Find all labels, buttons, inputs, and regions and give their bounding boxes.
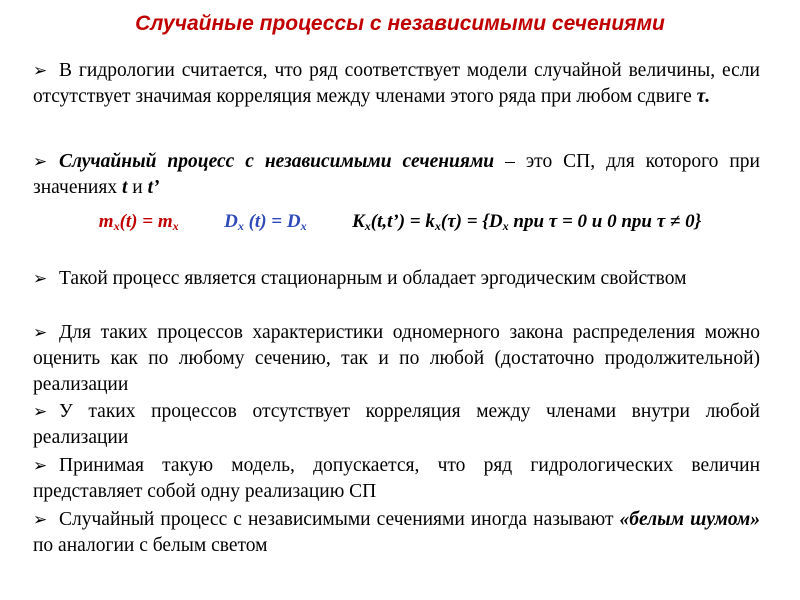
paragraph-model (33, 453, 760, 505)
paragraph-text: Принимая такую модель, допускается, что ряд гидрологических величин представляет собой одну реализацию СП (33, 455, 760, 502)
arrowhead-bullet-icon: ➢ (33, 269, 48, 288)
paragraph-no-correlation (33, 399, 760, 451)
paragraph-characteristics (33, 320, 760, 398)
tau-symbol: τ. (696, 86, 711, 107)
slide-title: Случайные процессы с независимыми сечениями (135, 12, 665, 35)
arrowhead-bullet-icon: ➢ (33, 61, 48, 80)
definition-text: – это СП, для которого при значениях (33, 151, 760, 198)
arrowhead-bullet-icon: ➢ (33, 152, 48, 171)
arrowhead-bullet-icon: ➢ (33, 456, 48, 475)
definition-term: Случайный процесс с независимыми сечениями (59, 151, 495, 172)
paragraph-hydrology (33, 58, 760, 110)
paragraph-text: В гидрологии считается, что ряд соответствует модели случайной величины, если отсутствует значимая корреляция между членами этого ряда при любом сдвиге (33, 60, 760, 107)
paragraph-text: Такой процесс является стационарным и обладает эргодическим свойством (59, 268, 687, 289)
formula-correlation: $K_x(t,t’) = k_x(\tau) = \{D_x$ при τ = 0 и 0 при τ ≠ 0} (352, 211, 702, 233)
paragraph-white-noise (33, 507, 760, 559)
formula-dispersion: $D_x$ $(t) = D_x$ (224, 211, 307, 233)
white-noise-term: «белым шумом» (619, 509, 760, 530)
paragraph-tail: по аналогии с белым светом (33, 535, 268, 556)
and-text: и (127, 177, 148, 198)
paragraph-stationary (33, 266, 760, 292)
t-symbol: t (121, 177, 128, 198)
arrowhead-bullet-icon: ➢ (33, 323, 48, 342)
paragraph-text: У таких процессов отсутствует корреляция между членами внутри любой реализации (33, 401, 760, 448)
arrowhead-bullet-icon: ➢ (33, 402, 48, 421)
arrowhead-bullet-icon: ➢ (33, 510, 48, 529)
t-prime-symbol: t’ (147, 177, 160, 198)
paragraph-text: Для таких процессов характеристики одномерного закона распределения можно оценить как по любому сечению, так и по любой (достаточно продолжительной) реализации (33, 322, 760, 395)
paragraph-text: Случайный процесс с независимыми сечениями иногда называют (59, 509, 620, 530)
formula-line (0, 211, 800, 234)
paragraph-definition (33, 149, 760, 201)
formula-mean: $m_x(t) = m_x$ (98, 211, 179, 233)
